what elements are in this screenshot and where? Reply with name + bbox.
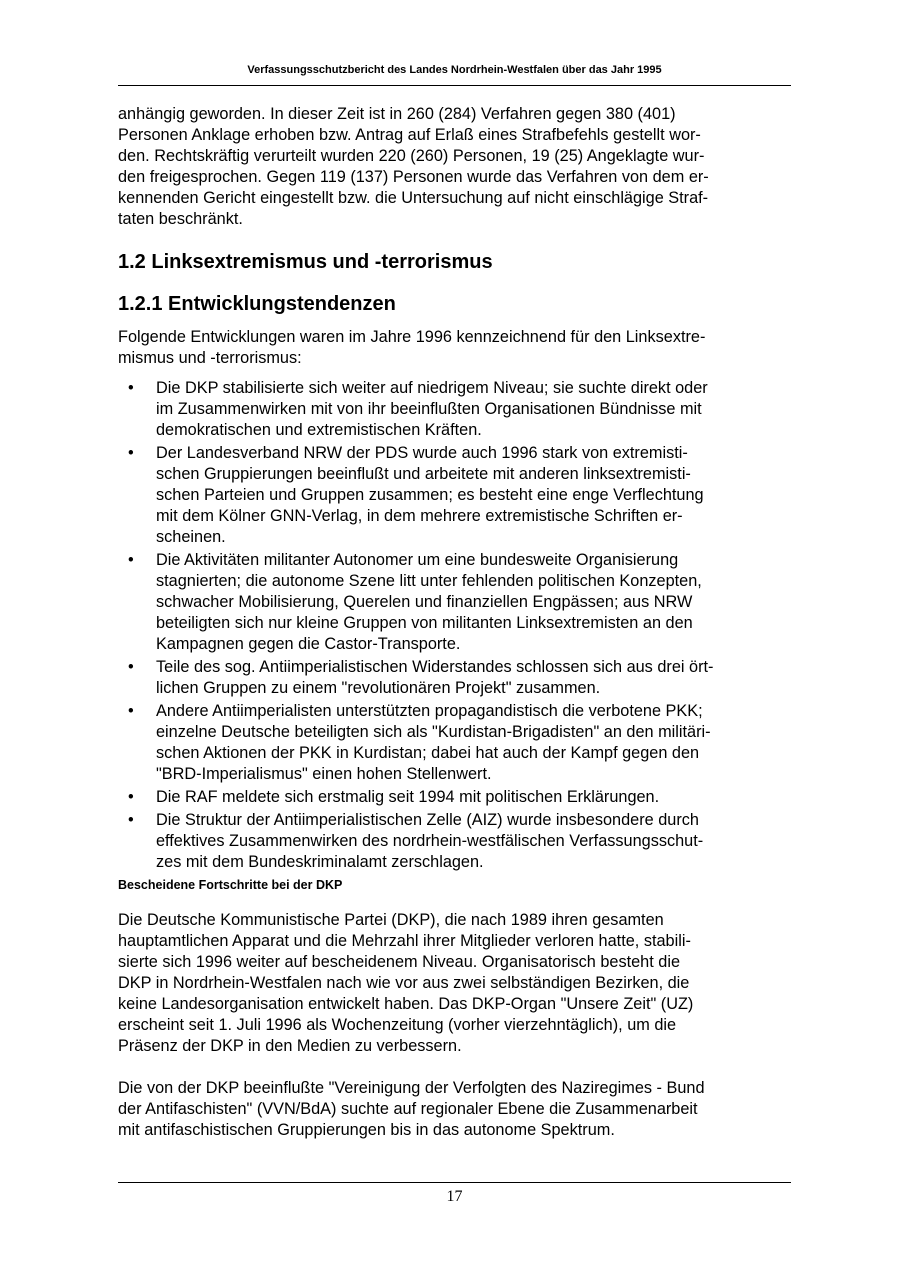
bullet-item-6 — [118, 787, 791, 808]
bullet-item-1 — [118, 378, 791, 441]
development-bullet-list — [118, 378, 791, 873]
bullet-text: Die Struktur der Antiimperialistischen Zelle (AIZ) wurde insbesondere durch effektives Zusammenwirken des nordrhein-westfälischen Verfassungsschut- zes mit dem Bundeskriminalamt zerschlagen. — [156, 811, 704, 871]
bullet-marker: • — [128, 551, 134, 569]
lead-paragraph: Folgende Entwicklungen waren im Jahre 1996 kennzeichnend für den Linksextre- mismus und -terrorismus: — [118, 328, 706, 367]
running-header: Verfassungsschutzbericht des Landes Nordrhein-Westfalen über das Jahr 1995 — [247, 64, 662, 76]
bullet-item-4 — [118, 657, 791, 699]
section-heading: 1.2 Linksextremismus und -terrorismus — [118, 251, 493, 273]
bullet-marker: • — [128, 788, 134, 806]
bullet-item-3 — [118, 550, 791, 655]
subsection-heading: 1.2.1 Entwicklungstendenzen — [118, 293, 396, 315]
bullet-marker: • — [128, 702, 134, 720]
bullet-text: Die Aktivitäten militanter Autonomer um eine bundesweite Organisierung stagnierten; die autonome Szene litt unter fehlenden politischen Konzepten, schwacher Mobilisierung, Querelen und finanziellen Engpässen; aus NRW beteiligten sich nur kleine Gruppen von militanten Linksextremisten an den Kampagnen gegen die Castor-Transporte. — [156, 551, 702, 653]
page-content — [118, 104, 791, 1141]
bullet-text: Die DKP stabilisierte sich weiter auf niedrigem Niveau; sie suchte direkt oder im Zusammenwirken mit von ihr beeinflußten Organisationen Bündnisse mit demokratischen und extremistischen Kräften. — [156, 379, 708, 439]
bullet-marker: • — [128, 658, 134, 676]
bullet-text: Der Landesverband NRW der PDS wurde auch 1996 stark von extremisti- schen Gruppierungen beeinflußt und arbeitete mit anderen linksextremisti- schen Parteien und Gruppen zusammen; es besteht eine enge Verflechtung mit dem Kölner GNN-Verlag, in dem mehrere extremistische Schriften er- scheinen. — [156, 444, 704, 546]
bullet-item-5 — [118, 701, 791, 785]
bullet-text: Die RAF meldete sich erstmalig seit 1994 mit politischen Erklärungen. — [156, 788, 660, 806]
intro-paragraph: anhängig geworden. In dieser Zeit ist in 260 (284) Verfahren gegen 380 (401) Personen Anklage erhoben bzw. Antrag auf Erlaß eines Strafbefehls gestellt wor- den. Rechtskräftig verurteilt wurden 220 (260) Personen, 19 (25) Angeklagte wur- den freigesprochen. Gegen 119 (137) Personen wurde das Verfahren von dem er- kennenden Gericht eingestellt bzw. die Untersuchung auf nicht einschlägige Straf- taten beschränkt. — [118, 105, 709, 228]
page-number: 17 — [446, 1188, 463, 1205]
header-rule — [118, 85, 791, 86]
bullet-marker: • — [128, 811, 134, 829]
bullet-item-7 — [118, 810, 791, 873]
bullet-marker: • — [128, 444, 134, 462]
bullet-text: Andere Antiimperialisten unterstützten propagandistisch die verbotene PKK; einzelne Deutsche beteiligten sich als "Kurdistan-Brigadisten" an den militäri- schen Aktionen der PKK in Kurdistan; dabei hat auch der Kampf gegen den "BRD-Imperialismus" einen hohen Stellenwert. — [156, 702, 711, 783]
dkp-paragraph-2: Die von der DKP beeinflußte "Vereinigung der Verfolgten des Naziregimes - Bund der Antifaschisten" (VVN/BdA) suchte auf regionaler Ebene die Zusammenarbeit mit antifaschistischen Gruppierungen bis in das autonome Spektrum. — [118, 1079, 705, 1139]
footer-rule — [118, 1182, 791, 1183]
bullet-text: Teile des sog. Antiimperialistischen Widerstandes schlossen sich aus drei ört- lichen Gruppen zu einem "revolutionären Projekt" zusammen. — [156, 658, 714, 697]
bullet-marker: • — [128, 379, 134, 397]
dkp-paragraph-1: Die Deutsche Kommunistische Partei (DKP), die nach 1989 ihren gesamten hauptamtlichen Apparat und die Mehrzahl ihrer Mitglieder verloren hatte, stabili- sierte sich 1996 weiter auf bescheidenem Niveau. Organisatorisch besteht die DKP in Nordrhein-Westfalen nach wie vor aus zwei selbständigen Bezirken, die keine Landesorganisation entwickelt haben. Das DKP-Organ "Unsere Zeit" (UZ) erscheint seit 1. Juli 1996 als Wochenzeitung (vorher vierzehntäglich), um die Präsenz der DKP in den Medien zu verbessern. — [118, 911, 694, 1055]
bullet-item-2 — [118, 443, 791, 548]
dkp-subheading: Bescheidene Fortschritte bei der DKP — [118, 878, 343, 892]
